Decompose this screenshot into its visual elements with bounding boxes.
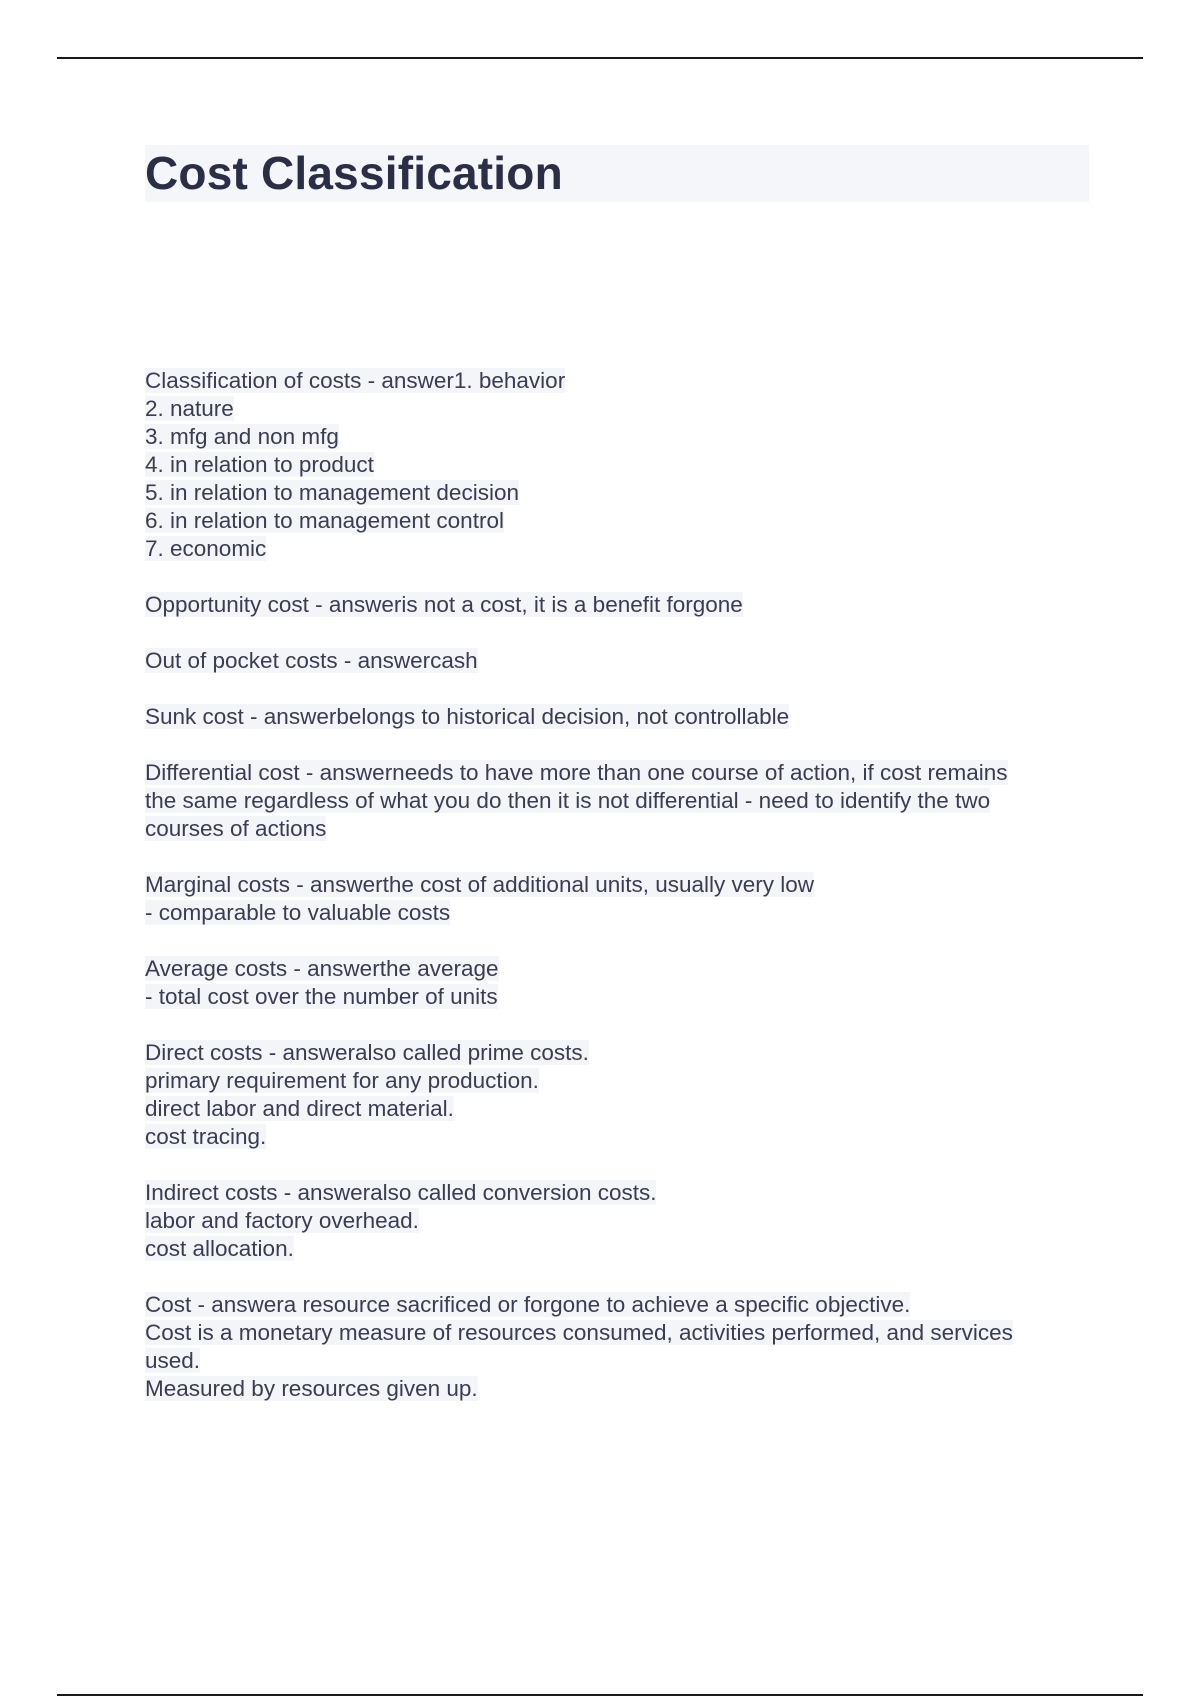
entry-term-line [145, 367, 1105, 395]
entry-term-line [145, 955, 1105, 983]
entry-term-line [145, 759, 1105, 787]
entry-text: Cost is a monetary measure of resources consumed, activities performed, and services [145, 1320, 1013, 1345]
entry-text-line [145, 899, 1105, 927]
entry-text: Marginal costs - answerthe cost of additional units, usually very low [145, 872, 815, 897]
entry-term-line [145, 591, 1105, 619]
flashcard-entry [145, 703, 1105, 731]
entry-text-line [145, 1095, 1105, 1123]
entry-text-line [145, 451, 1105, 479]
entry-text: 5. in relation to management decision [145, 480, 519, 505]
entry-text-line [145, 479, 1105, 507]
entry-text-line [145, 1123, 1105, 1151]
entry-text: the same regardless of what you do then it is not differential - need to identify the two [145, 788, 991, 813]
document-body [145, 367, 1105, 1431]
entry-text: Cost - answera resource sacrificed or forgone to achieve a specific objective. [145, 1292, 911, 1317]
entry-text: - total cost over the number of units [145, 984, 498, 1009]
entry-text-line [145, 535, 1105, 563]
entry-term-line [145, 1039, 1105, 1067]
entry-text-line [145, 1067, 1105, 1095]
entry-text: labor and factory overhead. [145, 1208, 419, 1233]
entry-text: Direct costs - answeralso called prime costs. [145, 1040, 589, 1065]
entry-term-line [145, 647, 1105, 675]
entry-term-line [145, 1179, 1105, 1207]
flashcard-entry [145, 759, 1105, 843]
entry-text: 7. economic [145, 536, 267, 561]
entry-text: Sunk cost - answerbelongs to historical decision, not controllable [145, 704, 790, 729]
entry-text-line [145, 507, 1105, 535]
entry-text-line [145, 983, 1105, 1011]
entry-text: 6. in relation to management control [145, 508, 504, 533]
entry-term-line [145, 871, 1105, 899]
entry-text-line [145, 1347, 1105, 1375]
entry-term-line [145, 703, 1105, 731]
flashcard-entry [145, 367, 1105, 563]
flashcard-entry [145, 591, 1105, 619]
entry-text: Differential cost - answerneeds to have more than one course of action, if cost remains [145, 760, 1008, 785]
entry-text: Out of pocket costs - answercash [145, 648, 478, 673]
entry-text-line [145, 1319, 1105, 1347]
entry-term-line [145, 1291, 1105, 1319]
page-title: Cost Classification [145, 147, 563, 199]
entry-text-line [145, 1207, 1105, 1235]
entry-text: cost tracing. [145, 1124, 267, 1149]
entry-text: Measured by resources given up. [145, 1376, 478, 1401]
flashcard-entry [145, 955, 1105, 1011]
entry-text: Average costs - answerthe average [145, 956, 499, 981]
entry-text: courses of actions [145, 816, 327, 841]
entry-text: direct labor and direct material. [145, 1096, 454, 1121]
entry-text: 4. in relation to product [145, 452, 374, 477]
title-block [145, 145, 1089, 202]
header-rule [57, 57, 1143, 59]
entry-text: used. [145, 1348, 201, 1373]
flashcard-entry [145, 1039, 1105, 1151]
entry-text: Classification of costs - answer1. behavior [145, 368, 566, 393]
entry-text-line [145, 815, 1105, 843]
entry-text: cost allocation. [145, 1236, 294, 1261]
entry-text: 3. mfg and non mfg [145, 424, 339, 449]
entry-text-line [145, 1235, 1105, 1263]
entry-text-line [145, 395, 1105, 423]
entry-text-line [145, 787, 1105, 815]
entry-text: Indirect costs - answeralso called conversion costs. [145, 1180, 657, 1205]
entry-text: primary requirement for any production. [145, 1068, 539, 1093]
flashcard-entry [145, 1291, 1105, 1403]
entry-text: - comparable to valuable costs [145, 900, 451, 925]
footer-rule [57, 1694, 1143, 1696]
entry-text: Opportunity cost - answeris not a cost, it is a benefit forgone [145, 592, 743, 617]
entry-text-line [145, 1375, 1105, 1403]
entry-text: 2. nature [145, 396, 234, 421]
flashcard-entry [145, 871, 1105, 927]
flashcard-entry [145, 647, 1105, 675]
entry-text-line [145, 423, 1105, 451]
flashcard-entry [145, 1179, 1105, 1263]
